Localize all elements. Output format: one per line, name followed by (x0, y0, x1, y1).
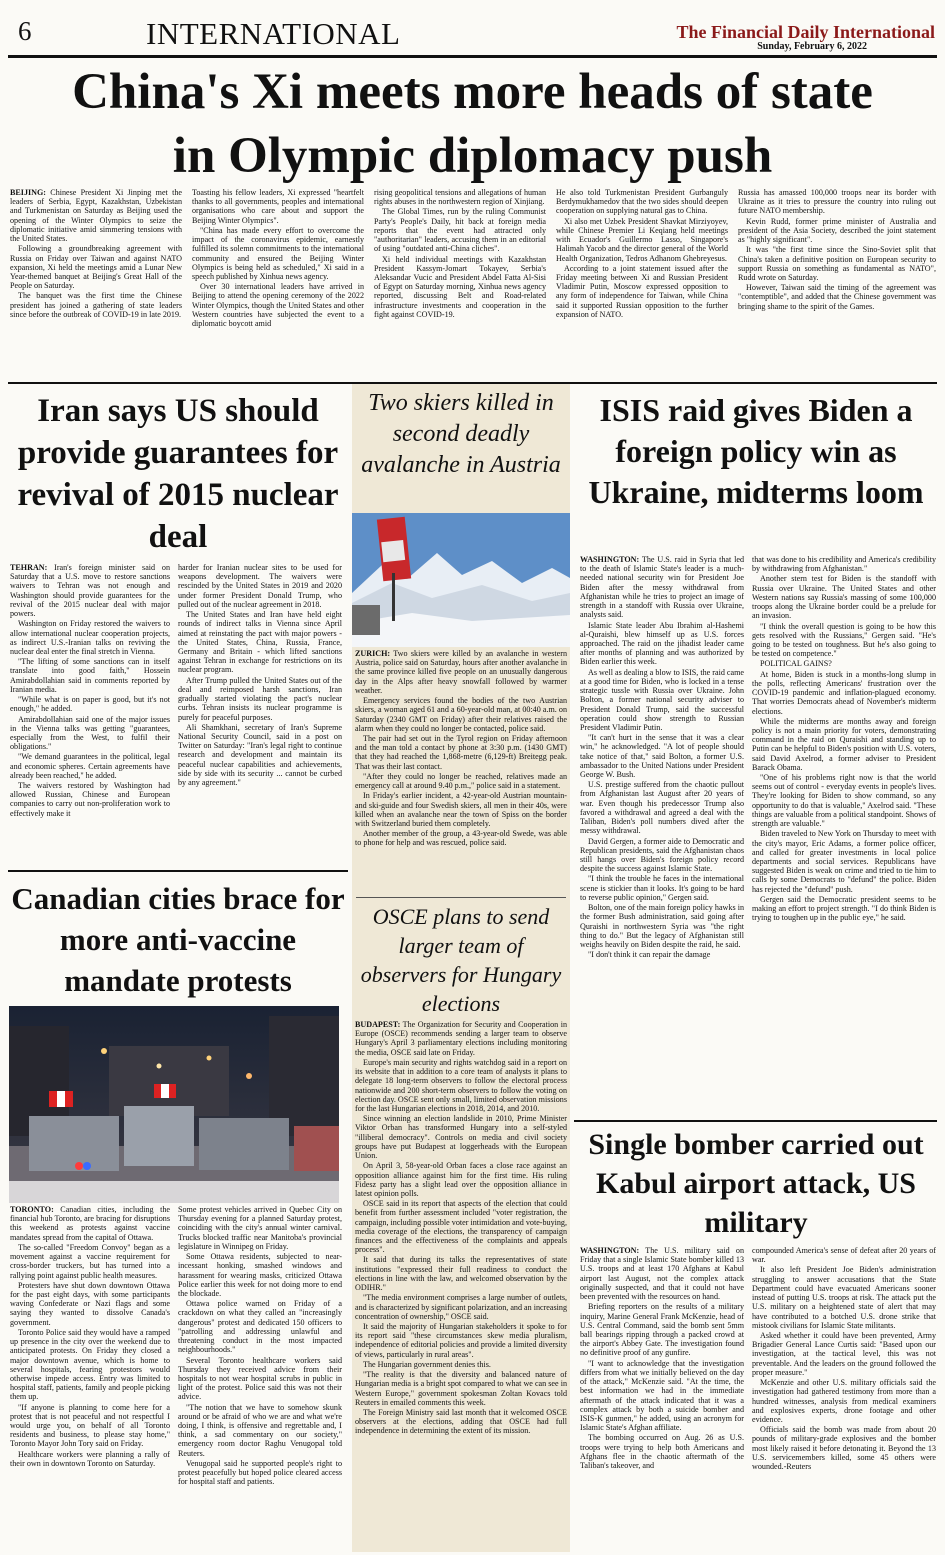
paragraph: "The media environment comprises a large number of outlets, and is characterized by significant polarization, and an increasing concentration of ownership," OSCE said. (355, 1293, 567, 1321)
paragraph: "The reality is that the diversity and balanced nature of Hungarian media is a bright spot compared to what we can see in Western Europe," government spokesman Zoltan Kovacs told Reuters in emailed comments this week. (355, 1370, 567, 1407)
paragraph: Washington on Friday restored the waivers to allow international nuclear cooperation projects, as indirect U.S.-Iranian talks on reviving the nuclear deal enter the final stretch in Vienna. (10, 619, 170, 656)
paragraph: "The notion that we have to somehow skunk around or be afraid of who we are and what we're doing, I think, is offensive and regrettable and, I think, a sad commentary on our society," emergency room doctor Raghu Venugopal told Reuters. (178, 1402, 342, 1458)
osce-headline: OSCE plans to send larger team of observers for Hungary elections (360, 904, 562, 1016)
paragraph: Some Ottawa residents, subjected to near-incessant honking, smashed windows and harassment for wearing masks, criticized Ottawa Police earlier this week for not doing more to end the blockade. (178, 1252, 342, 1298)
avalanche-photo-illustration (352, 513, 570, 647)
paragraph: rising geopolitical tensions and allegations of human rights abuses in the northwestern region of Xinjiang. (374, 188, 546, 207)
paragraph: Emergency services found the bodies of the two Austrian skiers, a woman aged 61 and a 60-year-old man, at 00:40 a.m. on Saturday (2340 GMT on Friday) after their relatives raised the alarm when they could no longer be contacted, police said. (355, 696, 567, 733)
paragraph: U.S. prestige suffered from the chaotic pullout from Afghanistan last August after 20 years of war. Even though his predecessor Trump also favored a withdrawal and agreed a deal with the Taliban, Biden's poll numbers dived after the messy withdrawal. (580, 780, 744, 836)
paragraph: On April 3, 58-year-old Orban faces a close race against an opposition alliance against him for the first time. His ruling Fidesz party has a slight lead over the opposition alliance in latest opinion polls. (355, 1161, 567, 1198)
canada-column-1 (10, 1205, 170, 1551)
paragraph: "I think the trouble he faces in the international scene is stickier than it looks. It's going to be hard to reverse public opinion," Gergen said. (580, 874, 744, 902)
paragraph: The pair had set out in the Tyrol region on Friday afternoon and the man told a contact by phone at 3:30 p.m. (1430 GMT) that they had reached the 1,868-metre (6,129-ft) Breitegg peak. That was their last contact. (355, 733, 567, 771)
paragraph: Officials said the bomb was made from about 20 pounds of military-grade explosives and the bomber most likely raised it before detonating it. Beyond the 13 U.S. servicemembers killed, some 45 others were wounded.-Reuters (752, 1425, 936, 1472)
paragraph: "If anyone is planning to come here for a protest that is not peaceful and not respectful I would urge you, on behalf of all Toronto residents and business, to please stay home," Toronto Mayor John Tory said on Friday. (10, 1402, 170, 1449)
paragraph: that was done to his credibility and America's credibility by withdrawing from Afghanistan." (752, 555, 936, 574)
paragraph: In Friday's earlier incident, a 42-year-old Austrian mountain- and ski-guide and four Swedish skiers, all men in their 40s, were killed when an avalanche near the town of Spiss on the border with Switzerland buried them completely. (355, 791, 567, 828)
avalanche-photo (352, 513, 570, 647)
paragraph: According to a joint statement issued after the Friday meeting between Xi and Russian President Vladimir Putin, Moscow expressed opposition to any form of independence for Taiwan, while China said it supported Russian opposition to the further expansion of NATO. (556, 263, 728, 319)
kabul-column-1 (580, 1246, 744, 1551)
paragraph: "It can't hurt in the sense that it was a clear win," he acknowledged. "A lot of people should take notice of that," said Bolton, a former U.S. ambassador to the United Nations under President George W. Bush. (580, 733, 744, 780)
lead-column-5 (738, 188, 936, 378)
paragraph: Several Toronto healthcare workers said Thursday they received advice from their hospitals to not wear hospital scrubs in public in light of the protest. Police said this was not their advice. (178, 1355, 342, 1402)
paragraph: WASHINGTON: The U.S. raid in Syria that led to the death of Islamic State's leader is a much-needed national security win for President Joe Biden after the messy withdrawal from Afghanistan while he tries to project an image of strength in a standoff with Russia over Ukraine, analysts said. (580, 555, 744, 620)
paragraph: BUDAPEST: The Organization for Security and Cooperation in Europe (OSCE) recommends sending a larger team to observe Hungary's April 3 parliamentary elections including monitoring the media, OSCE said late on Friday. (355, 1020, 567, 1057)
section-divider (356, 897, 566, 898)
paragraph: "China has made every effort to overcome the impact of the coronavirus epidemic, earnestly fulfilled its solemn commitments to the international community and ensured the Beijing Winter Olympics is being held as scheduled," Xi said in a speech published by Xinhua news agency. (192, 225, 364, 281)
masthead: The Financial Daily International (676, 22, 935, 42)
lead-column-4 (556, 188, 728, 378)
iran-column-2 (178, 563, 342, 865)
paragraph: At home, Biden is stuck in a months-long slump in the polls, reflecting Americans' frustration over the COVID-19 pandemic and inflation-plagued economy. That worries Democrats ahead of November's midterm elections. (752, 669, 936, 716)
paragraph: "The lifting of some sanctions can in itself translate into good faith," Hossein Amirabdollahian said in comments reported by Iranian media. (10, 657, 170, 694)
paragraph: Briefing reporters on the results of a military inquiry, Marine General Frank McKenzie, head of U.S. Central Command, said the bomb sent 5mm ball bearings ripping through a packed crowd at the airport's Abbey Gate. The investigation found no definitive proof of any gunfire. (580, 1302, 744, 1358)
paragraph: Protesters have shut down downtown Ottawa for the past eight days, with some participants waving Confederate or Nazi flags and some saying they wanted to dissolve Canada's government. (10, 1280, 170, 1327)
isis-column-1 (580, 555, 744, 1117)
paragraph: Asked whether it could have been prevented, Army Brigadier General Lance Curtis said: "Based upon our investigation, at the tactical level, this was not preventable. And the leaders on the ground followed the proper measure." (752, 1330, 936, 1377)
lead-column-3 (374, 188, 546, 378)
iran-headline: Iran says US should provide guarantees for revival of 2015 nuclear deal (17, 393, 339, 555)
paragraph: McKenzie and other U.S. military officials said the investigation had gathered testimony from more than a hundred witnesses, analysis from medical examiners and explosives experts, drone footage and other evidence. (752, 1378, 936, 1424)
paragraph: Toasting his fellow leaders, Xi expressed "heartfelt thanks to all governments, peoples and international organisations who care about and support the Beijing Winter Olympics". (192, 188, 364, 225)
paragraph: The United States and Iran have held eight rounds of indirect talks in Vienna since April aimed at reinstating the pact with major powers - the United States, China, Russia, France, Germany and Britain - which lifted sanctions against Tehran in exchange for restrictions on its nuclear program. (178, 610, 342, 675)
lead-column-1 (10, 188, 182, 378)
paragraph: Venugopal said he supported people's right to protest peacefully but hoped police cleared access for hospital staff and patients. (178, 1458, 342, 1487)
paragraph: While the midterms are months away and foreign policy is not a main priority for voters, demonstrating command in the raid on Quraishi and standing up to Putin can be helpful to Biden's position with U.S. voters, said David Axelrod, a former adviser to President Barack Obama. (752, 716, 936, 772)
paragraph: The Foreign Ministry said last month that it welcomed OSCE observers at the elections, adding that OSCE had full independence in determining the extent of its mission. (355, 1407, 567, 1436)
kabul-column-2 (752, 1246, 936, 1551)
section-divider (574, 1120, 937, 1122)
paragraph: Russia has amassed 100,000 troops near its border with Ukraine as it tries to pressure the country into ruling out future NATO membership. (738, 188, 936, 216)
skiers-headline: Two skiers killed in second deadly avalanche in Austria (361, 390, 561, 478)
lead-headline-line1: China's Xi meets more heads of state (72, 64, 873, 120)
section-divider (8, 870, 348, 872)
kabul-headline: Single bomber carried out Kabul airport attack, US military (588, 1128, 924, 1239)
paragraph: Islamic State leader Abu Ibrahim al-Hashemi al-Quraishi, blew himself up as U.S. forces approached. The raid on the jihadist leader came after months of planning and was authorized by Biden earlier this week. (580, 620, 744, 667)
issue-date: Sunday, February 6, 2022 (757, 41, 867, 52)
paragraph: "We demand guarantees in the political, legal and economic spheres. Certain agreements have already been reached," he added. (10, 752, 170, 780)
paragraph: After Trump pulled the United States out of the deal and reimposed harsh sanctions, Iran gradually started violating the pact's nuclear curbs. Tehran insists its nuclear programme is purely for peaceful purposes. (178, 675, 342, 722)
skiers-body (355, 649, 567, 893)
canada-column-2 (178, 1205, 342, 1551)
paragraph: Another member of the group, a 43-year-old Swede, was able to phone for help and was rescued, police said. (355, 829, 567, 848)
lead-column-2 (192, 188, 364, 378)
paragraph: Kevin Rudd, former prime minister of Australia and president of the Asia Society, described the joint statement as "highly significant". (738, 216, 936, 245)
paragraph: Bolton, one of the main foreign policy hawks in the former Bush administration, said going after Quraishi in northwestern Syria was "the right thing to do." But the legacy of Afghanistan still weighs heavily on Biden despite the raid, he said. (580, 903, 744, 949)
paragraph: The banquet was the first time the Chinese president has joined a gathering of state leaders since before the outbreak of COVID-19 in late 2019. (10, 291, 182, 319)
paragraph: However, Taiwan said the timing of the agreement was "contemptible", and added that the Chinese government was bringing shame to the spirit of the Games. (738, 283, 936, 311)
paragraph: "I don't think it can repair the damage (588, 950, 711, 960)
paragraph: It said that during its talks the representatives of state institutions "expressed their full readiness to conduct the elections in line with the law, and welcomed observation by the ODIHR." (355, 1255, 567, 1293)
paragraph: It was "the first time since the Sino-Soviet split that China's taken a definitive position on European security to support Russia on something as fundamental as NATO", Rudd wrote on Saturday. (738, 245, 936, 282)
convoy-photo-illustration (9, 1006, 339, 1203)
paragraph: "I think the overall question is going to be how this gets resolved with the Russians," Gergen said. "He's going to be tested on toughness. But he's also going to be tested on competence." (752, 621, 936, 659)
paragraph: Toronto Police said they would have a ramped up presence in the city over the weekend due to anticipated protests. On Friday they closed a major downtown avenue, which is home to several hospitals, fearing protestors would otherwise impede access. Entry was limited to hospital staff, patients, family and people picking them up. (10, 1327, 170, 1402)
paragraph: He also told Turkmenistan President Gurbanguly Berdymukhamedov that the two sides should deepen cooperation on supplying natural gas to China. (556, 188, 728, 216)
paragraph: Healthcare workers were planning a rally of their own in downtown Toronto on Saturday. (10, 1449, 170, 1468)
paragraph: The Global Times, run by the ruling Communist Party's People's Daily, hit back at foreign media reports that the event had attracted only "authoritarian" leaders, accusing them in an editorial of using "outdated anti-China cliches". (374, 207, 546, 254)
paragraph: "After they could no longer be reached, relatives made an emergency call at around 9.40 p.m.," police said in a statement. (355, 771, 567, 791)
paragraph: OSCE said in its report that aspects of the election that could benefit from further assessment included "voter registration, the campaign, including possible voter intimidation and vote-buying, media coverage of the elections, the transparency of campaign finances and the effectiveness of the complaints and appeals process". (355, 1199, 567, 1255)
paragraph: Amirabdollahian said one of the major issues in the Vienna talks was getting "guarantees, especially from the West, to fulfil their obligations." (10, 714, 170, 752)
paragraph: Some protest vehicles arrived in Quebec City on Thursday evening for a planned Saturday protest, coinciding with the city's annual winter carnival. Trucks blocked traffic near Manitoba's provincial legislature in Winnipeg on Friday. (178, 1205, 342, 1251)
paragraph: TEHRAN: Iran's foreign minister said on Saturday that a U.S. move to restore sanctions waivers to Tehran was not enough and Washington should provide guarantees for the revival of the 2015 nuclear deal with major powers. (10, 563, 170, 619)
header-rule (8, 55, 937, 58)
lead-headline (8, 60, 937, 188)
paragraph: It also left President Joe Biden's administration struggling to answer accusations that the State Department could have evacuated Americans sooner instead of putting U.S. troops at risk. The attack put the U.S. military on a heightened state of alert that may have contributed to a botched U.S. drone strike that mistook civilians for Islamic State militants. (752, 1265, 936, 1330)
canada-headline: Canadian cities brace for more anti-vaccine mandate protests (11, 881, 345, 998)
paragraph: It said the majority of Hungarian stakeholders it spoke to for its report said "these circumstances skew media pluralism, independence of editorial policies and provide a limited diversity of views, particularly in rural areas". (355, 1322, 567, 1359)
paragraph: Since winning an election landslide in 2010, Prime Minister Viktor Orban has transformed Hungary into a self-styled "illiberal democracy". Controls on media and civil society groups have put Budapest at loggerheads with the European Union. (355, 1114, 567, 1161)
paragraph: TORONTO: Canadian cities, including the financial hub Toronto, are bracing for disruptions this weekend as protests against vaccine mandates spread from the capital of Ottawa. (10, 1205, 170, 1242)
paragraph: Another stern test for Biden is the standoff with Russia over Ukraine. The United States and other Western nations say Russia's massing of some 100,000 troops along the Ukraine border could be a prelude for an invasion. (752, 574, 936, 621)
paragraph: The so-called "Freedom Convoy" began as a movement against a vaccine requirement for cross-border truckers, but has turned into a rallying point against public health measures. (10, 1242, 170, 1280)
paragraph: Europe's main security and rights watchdog said in a report on its website that in addition to a core team of analysts it plans to delegate 18 long-term observers to follow the electoral process nationwide and 200 short-term observers to follow the voting on election day. OSCE sent only small, limited observation missions for the last Hungarian elections in 2018, 2014, and 2010. (355, 1057, 567, 1113)
paragraph: "I want to acknowledge that the investigation differs from what we initially believed on the day of the attack," McKenzie said. "At the time, the best information we had in the immediate aftermath of the attack indicated that it was a complex attack by both a suicide bomber and ISIS-K gunmen," he added, using an acronym for Islamic State's Afghan affiliate. (580, 1358, 744, 1433)
paragraph: Ali Shamkhani, secretary of Iran's Supreme National Security Council, said in a post on Twitter on Saturday: "Iran's legal right to continue research and development and maintain its peaceful nuclear capabilities and achievements, side by side with its security ... cannot be curbed by any agreement." (178, 722, 342, 788)
page-number: 6 (18, 16, 32, 46)
osce-body (355, 1020, 567, 1550)
subhead: POLITICAL GAINS? (760, 659, 832, 669)
paragraph: As well as dealing a blow to ISIS, the raid came at a good time for Biden, who is locked in a tense strategic tussle with Russia over Ukraine. John Bolton, a former national security adviser to President Donald Trump, said the successful operation could show strength to Russian President Vladimir Putin. (580, 667, 744, 732)
paragraph: harder for Iranian nuclear sites to be used for weapons development. The waivers were rescinded by the United States in 2019 and 2020 under former President Donald Trump, who pulled out of the nuclear agreement in 2018. (178, 563, 342, 609)
paragraph: The bombing occurred on Aug. 26 as U.S. troops were trying to help both Americans and Afghans flee in the chaotic aftermath of the Taliban's takeover, and (580, 1433, 744, 1471)
iran-column-1 (10, 563, 170, 865)
paragraph: Ottawa police warned on Friday of a crackdown on what they called an "increasingly dangerous" protest and dedicated 150 officers to "patrolling and addressing unlawful and threatening conduct in the most impacted neighbourhoods." (178, 1299, 342, 1355)
paragraph: David Gergen, a former aide to Democratic and Republican presidents, said the Afghanistan chaos still hangs over Biden's foreign policy record despite the success against Islamic State. (580, 836, 744, 874)
paragraph: Xi held individual meetings with Kazakhstan President Kassym-Jomart Tokayev, Serbia's Aleksandar Vucic and President Abdel Fatta Al-Sisi of Egypt on Saturday morning, Xinhua news agency reported, discussing Belt and Road-related infrastructure investments and cooperation in the fight against COVID-19. (374, 254, 546, 319)
paragraph: WASHINGTON: The U.S. military said on Friday that a single Islamic State bomber killed 13 U.S. troops and at least 170 Afghans at Kabul airport last August, not the complex attack originally suspected, and that it could not have been prevented with the resources on hand. (580, 1246, 744, 1302)
paragraph: Over 30 international leaders have arrived in Beijing to attend the opening ceremony of the 2022 Winter Olympics, though the United States and other Western countries have subjected the event to a diplomatic boycott amid (192, 282, 364, 329)
paragraph: The Hungarian government denies this. (363, 1359, 491, 1369)
paragraph: The waivers restored by Washington had allowed Russian, Chinese and European companies to carry out non-proliferation work to effectively make it (10, 781, 170, 818)
paragraph: Biden traveled to New York on Thursday to meet with the city's mayor, Eric Adams, a former police officer, and called for greater investments in local police departments and social services. Republicans have suggested Biden is weak on crime and tried to tie him to calls by some Democrats to "defund" the police. Biden has rejected the "defund" push. (752, 829, 936, 894)
paragraph: Following a groundbreaking agreement with Russia on Friday over Taiwan and against NATO expansion, Xi held the meetings amid a Lunar New Year-themed banquet at Beijing's Great Hall of the People on Saturday. (10, 244, 182, 291)
paragraph: "While what is on paper is good, but it's not enough," he added. (10, 695, 170, 714)
paragraph: compounded America's sense of defeat after 20 years of war. (752, 1246, 936, 1265)
paragraph: Xi also met Uzbek President Shavkat Mirziyoyev, while Chinese Premier Li Keqiang held meetings with Ecuador's Guillermo Lasso, Singapore's Halimah Yacob and the director general of the World Health Organization, Tedros Adhanom Ghebreyesus. (556, 216, 728, 263)
section-title: INTERNATIONAL (146, 16, 401, 51)
isis-column-2 (752, 555, 936, 1117)
convoy-protest-photo (9, 1006, 339, 1203)
paragraph: ZURICH: Two skiers were killed by an avalanche in western Austria, police said on Saturday, hours after another avalanche in the same province killed five people on an unusually dangerous day in the Alps after heavy snowfall followed by warmer weather. (355, 649, 567, 695)
isis-headline: ISIS raid gives Biden a foreign policy win as Ukraine, midterms loom (588, 392, 924, 510)
lead-headline-line2: in Olympic diplomacy push (172, 128, 773, 184)
page-header (8, 10, 937, 52)
paragraph: BEIJING: Chinese President Xi Jinping met the leaders of Serbia, Egypt, Kazakhstan, Uzbekistan and Turkmenistan on Saturday as Beijing used the opening of the Winter Olympics to seize the diplomatic initiative amid simmering tensions with the United States. (10, 188, 182, 244)
paragraph: "One of his problems right now is that the world seems out of control - everyday events in people's lives. They're looking for Biden to show command, so any opportunity to do that is valuable," Axelrod said. "These things are valuable from a political standpoint. Shows of strength are valuable." (752, 773, 936, 829)
paragraph: Gergen said the Democratic president seems to be making an effort to project strength. "I do think Biden is trying to toughen up in the public eye," he said. (752, 894, 936, 923)
